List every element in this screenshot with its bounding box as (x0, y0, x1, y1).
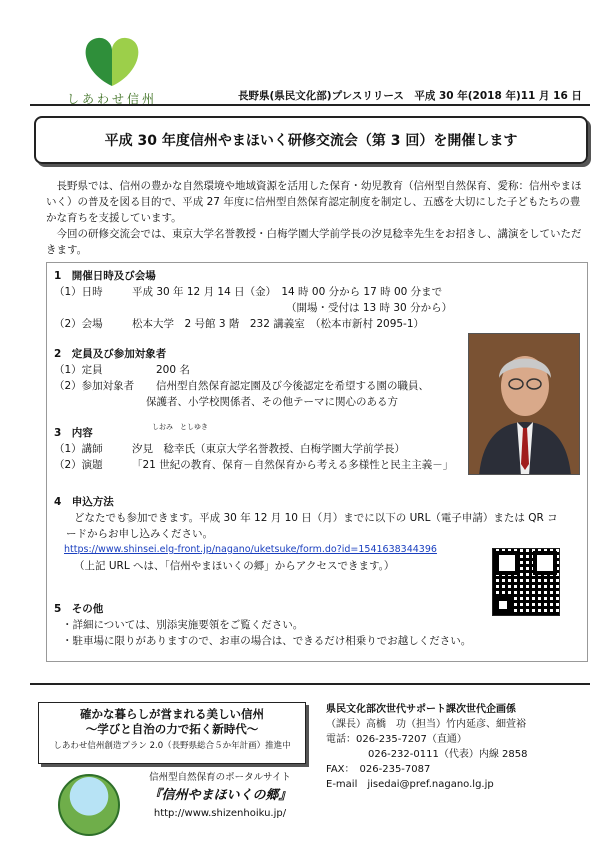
intro-paragraph: 今回の研修交流会では、東京大学名誉教授・白梅学園大学前学長の汐見稔幸先生をお招きし、講演をしていただきます。 (46, 228, 582, 256)
section-application (54, 494, 558, 574)
date-value: 平成 30 年 12 月 14 日（金） 14 時 00 分から 17 時 00 分まで (132, 286, 443, 298)
date-note: （開場・受付は 13 時 30 分から） (286, 302, 453, 314)
qr-code[interactable] (492, 548, 560, 616)
yamahoiku-logo-icon (58, 774, 120, 836)
heart-leaf-icon (62, 30, 162, 90)
header-divider (30, 104, 590, 106)
section-capacity (54, 346, 429, 410)
target-value: 信州型自然保育認定園及び今後認定を希望する園の職員、 (156, 380, 429, 392)
capacity-label: （1）定員 (54, 364, 103, 376)
contact-dept: 県民文化部次世代サポート課次世代企画係 (326, 704, 516, 715)
press-release-line: 長野県(県民文化部)プレスリリース 平成 30 年(2018 年)11 月 16 日 (238, 90, 582, 102)
page-title: 平成 30 年度信州やまほいく研修交流会（第 3 回）を開催します (104, 133, 518, 149)
application-note: （上記 URL へは、「信州やまほいくの郷」からアクセスできます。） (74, 560, 395, 572)
speaker-value: 汐見 稔幸氏（東京大学名誉教授、白梅学園大学前学長） (132, 443, 405, 455)
logo-text: しあわせ信州 (66, 92, 157, 106)
slogan-plan: しあわせ信州創造プラン 2.0（長野県総合５か年計画）推進中 (53, 741, 291, 751)
section-heading: 2 定員及び参加対象者 (54, 348, 167, 360)
portal-caption: 信州型自然保育のポータルサイト (149, 772, 291, 783)
venue-label: （2）会場 (54, 318, 103, 330)
section-heading: 3 内容 (54, 427, 93, 439)
intro-paragraph: 長野県では、信州の豊かな自然環境や地域資源を活用した保育・幼児教育（信州型自然保育、愛称：信州やまほいく）の普及を図る目的で、平成 27 年度に信州型自然保育認定制度を制定し、五感を大切にした子どもたちの豊かな育ちを支援しています。 (46, 180, 582, 224)
speaker-ruby: しおみ としゆき (152, 423, 208, 431)
contact-staff: （課長）高橋 功（担当）竹内延彦、細萱裕 (326, 719, 526, 730)
speaker-portrait-icon (469, 334, 580, 475)
contact-fax: FAX： 026-235-7087 (326, 764, 431, 775)
shiawase-shinshu-logo (62, 30, 162, 110)
portal-name: 『信州やまほいくの郷』 (148, 788, 292, 803)
portal-banner (58, 770, 308, 840)
section-heading: 5 その他 (54, 603, 104, 615)
slogan-line: ～学びと自治の力で拓く新時代～ (85, 722, 259, 736)
slogan-box (38, 702, 306, 764)
target-label: （2）参加対象者 (54, 380, 135, 392)
other-bullet: ・詳細については、別添実施要領をご覧ください。 (62, 619, 304, 631)
venue-value: 松本大学 2 号館 3 階 232 講義室 （松本市新村 2095-1） (132, 318, 425, 330)
application-url-link[interactable]: https://www.shinsei.elg-front.jp/nagano/uketsuke/form.do?id=1541638344396 (64, 544, 437, 555)
section-heading: 4 申込方法 (54, 496, 114, 508)
contact-email[interactable]: E-mail jisedai@pref.nagano.lg.jp (326, 779, 494, 790)
intro (46, 178, 586, 258)
target-value-cont: 保護者、小学校関係者、その他テーマに関心のある方 (146, 396, 398, 408)
title-box (34, 116, 588, 164)
contact-info (326, 702, 588, 792)
capacity-value: 200 名 (156, 364, 190, 376)
footer-divider (30, 683, 590, 685)
contact-tel-main: 026-232-0111（代表）内線 2858 (368, 749, 528, 760)
contact-tel: 電話：026-235-7207（直通） (326, 734, 467, 745)
section-heading: 1 開催日時及び会場 (54, 270, 156, 282)
section-other (54, 601, 471, 649)
application-line1: どなたでも参加できます。平成 30 年 12 月 10 日（月）までに以下の URL（電子申請）または QR コ (74, 512, 558, 524)
slogan-line: 確かな暮らしが営まれる美しい信州 (80, 707, 264, 721)
topic-value: 「21 世紀の教育、保育－自然保育から考える多様性と民主主義－」 (132, 459, 454, 471)
topic-label: （2）演題 (54, 459, 103, 471)
section-content (54, 425, 453, 473)
portal-url-link[interactable]: http://www.shizenhoiku.jp/ (153, 808, 287, 819)
date-label: （1）日時 (54, 286, 103, 298)
application-line2: ードからお申し込みください。 (66, 528, 213, 540)
speaker-photo (468, 333, 580, 475)
speaker-label: （1）講師 (54, 443, 103, 455)
section-datetime-venue (54, 268, 452, 332)
other-bullet: ・駐車場に限りがありますので、お車の場合は、できるだけ相乗りでお越しください。 (62, 635, 472, 647)
